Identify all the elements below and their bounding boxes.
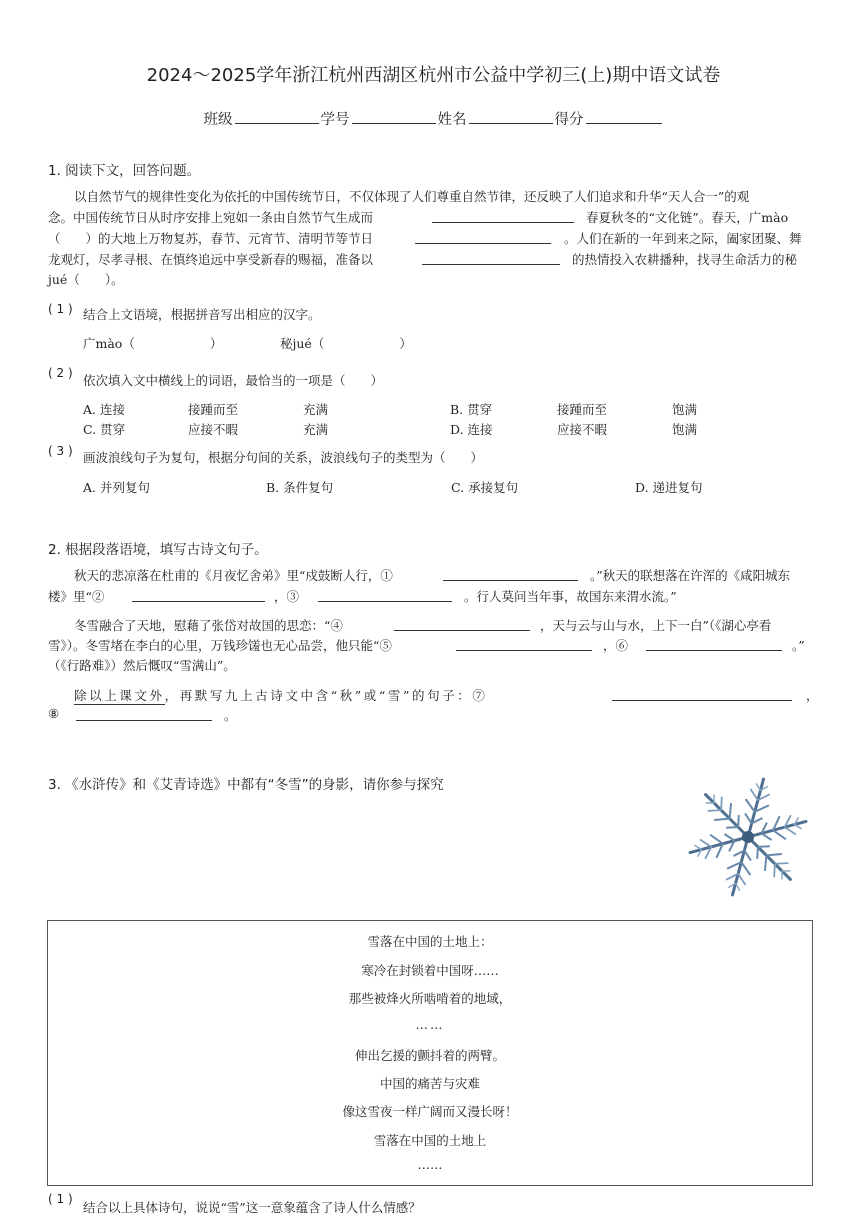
q1-sub3-option-a[interactable]: A. 并列复句 xyxy=(83,480,150,495)
page-title: 2024～2025学年浙江杭州西湖区杭州市公益中学初三(上)期中语文试卷 xyxy=(146,65,721,86)
poem-line: 伸出乞援的颤抖着的两臂。 xyxy=(354,1048,505,1063)
q1-blank-2[interactable] xyxy=(415,229,551,244)
question-3-heading: 3. 《水浒传》和《艾青诗选》中都有“冬雪”的身影，请你参与探究 xyxy=(48,777,444,793)
q1-sub3-text: 画波浪线句子为复句，根据分句间的关系，波浪线句子的类型为（ ） xyxy=(83,450,484,465)
q2-blank-4[interactable] xyxy=(394,616,530,631)
score-label: 得分 xyxy=(554,112,584,128)
option-c-word-3: 充满 xyxy=(303,422,329,437)
poem-line: 雪落在中国的土地上： xyxy=(367,934,493,949)
q3-sub1-text: 结合以上具体诗句，说说“雪”这一意象蕴含了诗人什么情感？ xyxy=(83,1200,421,1215)
poem-line: 像这雪夜一样广阔而又漫长呀！ xyxy=(342,1104,518,1119)
option-b-word-3: 饱满 xyxy=(672,402,698,417)
q2-blank-6[interactable] xyxy=(646,636,782,651)
q2-line-4a: 雪》）。冬雪堵在李白的心里，万钱珍馐也无心品尝，他只能“⑤ xyxy=(48,638,392,653)
q1-passage-line-3a: （ ）的大地上万物复苏，春节、元宵节、清明节等节日 xyxy=(48,231,374,246)
q2-line-1b: 。”秋天的联想落在许浑的《咸阳城东 xyxy=(590,568,791,583)
q2-line-2c: 。行人莫问当年事，故国东来渭水流。” xyxy=(464,589,677,604)
q1-passage-line-5: jué（ ）。 xyxy=(48,272,124,287)
q1-sub3-option-b[interactable]: B. 条件复句 xyxy=(266,480,334,495)
name-blank[interactable] xyxy=(469,109,553,124)
option-c-word-1: C. 贯穿 xyxy=(83,422,126,437)
option-c-word-2: 应接不暇 xyxy=(188,422,239,437)
q2-line-1a: 秋天的悲凉落在杜甫的《月夜忆舍弟》里“戍鼓断人行，① xyxy=(74,568,393,583)
q2-line-3b: ，天与云与山与水，上下一白”（《湖心亭看 xyxy=(540,618,772,633)
q1-passage-line-2a: 念。中国传统节日从时序安排上宛如一条由自然节气生成而 xyxy=(48,210,374,225)
q1-sub3-option-c[interactable]: C. 承接复句 xyxy=(451,480,519,495)
option-a-word-1: A. 连接 xyxy=(83,402,125,417)
q1-sub1-number: ( 1 ) xyxy=(48,302,73,316)
q1-blank-1[interactable] xyxy=(432,208,574,223)
q2-blank-7[interactable] xyxy=(612,686,792,701)
q2-blank-8[interactable] xyxy=(76,706,212,721)
option-b-word-1: B. 贯穿 xyxy=(450,402,493,417)
poem-line: 寒冷在封锁着中国呀…… xyxy=(361,963,499,978)
q1-sub3-number: ( 3 ) xyxy=(48,444,73,458)
q2-line-4b: ，⑥ xyxy=(603,638,629,653)
option-d-word-3: 饱满 xyxy=(672,422,698,437)
option-a-word-2: 接踵而至 xyxy=(188,402,239,417)
q2-blank-2[interactable] xyxy=(132,587,265,602)
poem-ellipsis: …… xyxy=(415,1017,445,1032)
q2-blank-1[interactable] xyxy=(443,566,578,581)
option-b-word-2: 接踵而至 xyxy=(557,402,608,417)
q2-line-6 xyxy=(74,686,487,705)
poem-line: 那些被烽火所啮啃着的地域， xyxy=(348,991,512,1006)
q2-blank-5[interactable] xyxy=(456,636,592,651)
option-a-word-3: 充满 xyxy=(303,402,329,417)
poem-ellipsis: …… xyxy=(417,1157,443,1172)
q1-sub1-answer-a[interactable]: 广mào（ ） xyxy=(83,336,223,351)
poem-line: 雪落在中国的土地上 xyxy=(373,1133,487,1148)
student-id-blank[interactable] xyxy=(352,109,436,124)
poem-line: 中国的痛苦与灾难 xyxy=(379,1076,480,1091)
q2-line-7a: ⑧ xyxy=(48,706,60,721)
option-d-word-1: D. 连接 xyxy=(450,422,493,437)
q1-passage-line-4b: 的热情投入农耕播种，找寻生命活力的秘 xyxy=(572,252,798,267)
q2-line-7b: 。 xyxy=(224,708,237,723)
q2-line-2a: 楼》里“② xyxy=(48,589,105,604)
student-id-label: 学号 xyxy=(320,112,350,128)
q2-line-3a: 冬雪融合了天地，慰藉了张岱对故国的思恋：“④ xyxy=(74,618,343,633)
q1-passage-line-3b: 。人们在新的一年到来之际，阖家团聚、舞 xyxy=(564,231,802,246)
q1-sub3-option-d[interactable]: D. 递进复句 xyxy=(635,480,703,495)
class-label: 班级 xyxy=(203,112,233,128)
poem-excerpt-box xyxy=(47,920,813,1186)
q2-blank-3[interactable] xyxy=(318,587,452,602)
q2-line-5: （《行路难》）然后慨叹“雪满山”。 xyxy=(48,658,236,673)
q2-line-6-text: ，再默写九上古诗文中含“秋”或“雪”的句子：⑦ xyxy=(164,688,488,703)
q1-passage-line-2b: 春夏秋冬的“文化链”。春天，广mào xyxy=(586,210,789,225)
q1-passage-line-1: 以自然节气的规律性变化为依托的中国传统节日，不仅体现了人们尊重自然节律，还反映了人们追求和升华“天人合一”的观 xyxy=(74,189,750,204)
q3-sub1-number: ( 1 ) xyxy=(48,1192,73,1206)
question-2-heading: 2. 根据段落语境，填写古诗文句子。 xyxy=(48,542,268,558)
q1-blank-3[interactable] xyxy=(422,250,560,265)
q1-sub2-number: ( 2 ) xyxy=(48,366,73,380)
option-d-word-2: 应接不暇 xyxy=(557,422,608,437)
question-1-heading: 1. 阅读下文，回答问题。 xyxy=(48,163,201,179)
name-label: 姓名 xyxy=(437,112,467,128)
q1-sub1-text: 结合上文语境，根据拼音写出相应的汉字。 xyxy=(83,307,321,322)
q2-underlined-phrase: 除以上课文外 xyxy=(74,688,165,703)
q1-sub2-text: 依次填入文中横线上的词语，最恰当的一项是（ ） xyxy=(83,373,384,388)
snowflake-image xyxy=(682,770,814,904)
q1-sub1-answer-b[interactable]: 秘jué（ ） xyxy=(280,336,412,351)
q2-line-6-comma: ， xyxy=(806,688,819,703)
score-blank[interactable] xyxy=(586,109,662,124)
q2-line-2b: ，③ xyxy=(274,589,300,604)
q1-passage-line-4a: 龙观灯，尽孝寻根、在慎终追远中享受新春的赐福，准备以 xyxy=(48,252,374,267)
student-info-line xyxy=(0,108,867,129)
class-blank[interactable] xyxy=(235,109,319,124)
q2-line-4c: 。” xyxy=(792,638,805,653)
